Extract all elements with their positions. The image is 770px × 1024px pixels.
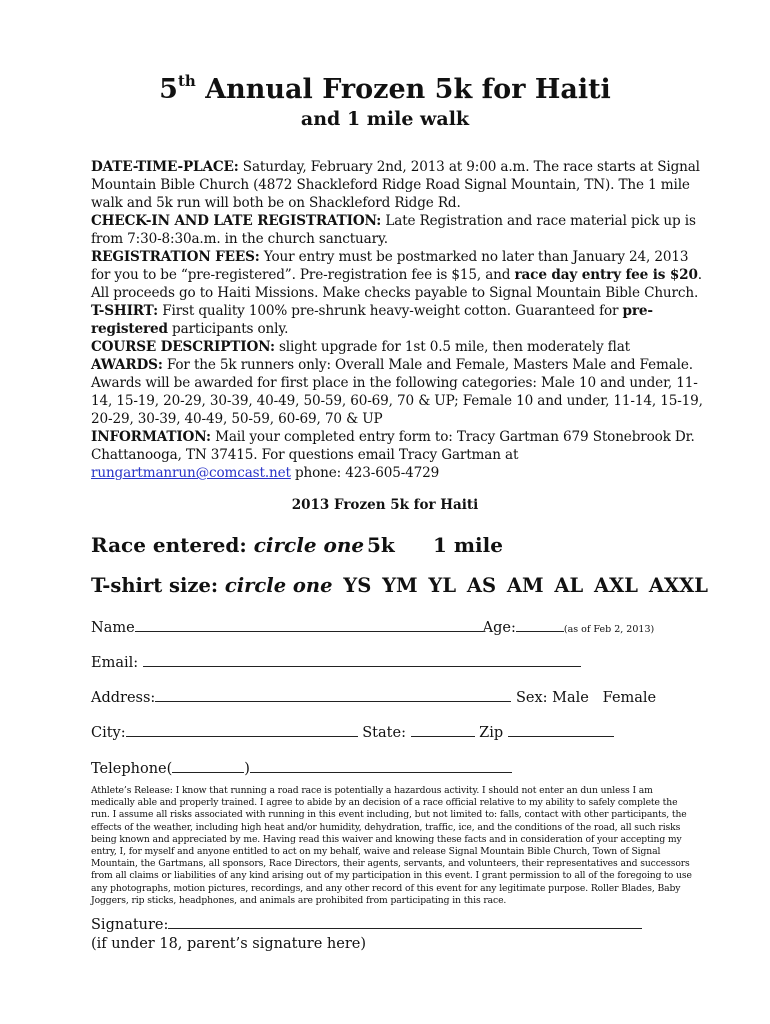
telephone-field[interactable] [250,758,512,773]
signature-block [91,914,642,954]
email-link[interactable]: rungartmanrun@comcast.net [91,465,291,481]
sex-male-option[interactable]: Sex: Male [515,690,589,706]
checkin-info: CHECK-IN AND LATE REGISTRATION: Late Registration and race material pick up is from 7:30-8:30a.m. in the church sanctuary. [91,213,696,247]
name-field[interactable] [135,617,483,632]
race-info [91,158,705,482]
address-field[interactable] [155,687,511,702]
area-code-field[interactable] [172,758,244,773]
page-title [0,74,770,105]
sex-female-option[interactable]: Female [602,690,657,706]
zip-field[interactable] [508,722,614,737]
size-am[interactable]: AM [506,574,544,597]
signature-field[interactable] [168,914,642,929]
title-ordinal: th [177,72,196,90]
email-field[interactable] [143,652,581,667]
address-row: Address: Sex: Male Female [91,687,656,706]
registration-fees: REGISTRATION FEES: Your entry must be postmarked no later than January 24, 2013 for you to be “pre-registered”. Pre-registration fee is $15, and race day entry fee is $20. All proceeds go to Haiti Missions. Make checks payable to Signal Mountain Bible Church. [91,249,702,301]
race-option-1-mile[interactable]: 1 mile [433,533,503,557]
name-row: Name Age: (as of Feb 2, 2013) [91,617,654,636]
size-axxl[interactable]: AXXL [648,574,708,597]
size-al[interactable]: AL [554,574,584,597]
city-row: City: State: Zip [91,722,614,741]
race-entered-row: Race entered: circle one 5k 1 mile [91,533,503,557]
date-time-place: DATE-TIME-PLACE: Saturday, February 2nd, 2013 at 9:00 a.m. The race starts at Signal Mountain Bible Church (4872 Shackleford Ridge Road Signal Mountain, TN). The 1 mile walk and 5k run will both be on Shackleford Ridge Rd. [91,159,700,211]
tshirt-info: T-SHIRT: First quality 100% pre-shrunk heavy-weight cotton. Guaranteed for pre-registered participants only. [91,303,653,337]
page-subtitle: and 1 mile walk [300,108,470,130]
signature-note: (if under 18, parent’s signature here) [91,936,367,952]
form-title: 2013 Frozen 5k for Haiti [291,497,479,513]
title-text: Annual Frozen 5k for Haiti [195,74,611,105]
race-option-5k[interactable]: 5k [367,533,395,557]
awards-info: AWARDS: For the 5k runners only: Overall Male and Female, Masters Male and Female. Awards will be awarded for first place in the following categories: Male 10 and under, 11-14, 15-19, 20-29, 30-39, 40-49, 50-59, 60-69, 70 & UP; Female 10 and under, 11-14, 15-19, 20-29, 30-39, 40-49, 50-59, 60-69, 70 & UP [91,357,703,427]
size-as[interactable]: AS [466,574,497,597]
title-number: 5 [159,74,178,105]
athlete-release-waiver: Athlete’s Release: I know that running a road race is potentially a hazardous activity. I should not enter an dun unless I am medically able and properly trained. I agree to abide by an decision of a race official relative to my ability to safely complete the run. I assume all risks associated with running in this event including, but not limited to: falls, contact with other participants, the effects of the weather, including high heat and/or humidity, dehydration, traffic, ice, and the conditions of the road, all such risks being known and appreciated by me. Having read this waiver and knowing these facts and in consideration of your accepting my entry, I, for myself and anyone entitled to act on my behalf, waive and release Signal Mountain Bible Church, Town of Signal Mountain, the Gartmans, all sponsors, Race Directors, their agents, servants, and volunteers, their representatives and successors from all claims or liabilities of any kind arising out of my participation in this event. I grant permission to all of the foregoing to use any photographs, motion pictures, recordings, and any other record of this event for any legitimate purpose. Roller Blades, Baby Joggers, rip sticks, headphones, and animals are prohibited from participating in this race. [91,785,692,906]
tshirt-size-row: T-shirt size: circle one YS YM YL AS AM AL AXL AXXL [91,574,708,597]
email-row: Email: [91,652,581,671]
contact-info: INFORMATION: Mail your completed entry form to: Tracy Gartman 679 Stonebrook Dr. Chattanooga, TN 37415. For questions email Tracy Gartman at rungartmanrun@comcast.net phone: 423-605-4729 [91,429,695,481]
course-description: COURSE DESCRIPTION: slight upgrade for 1st 0.5 mile, then moderately flat [91,339,630,355]
size-ym[interactable]: YM [382,574,418,597]
signature-row: Signature: [91,914,642,935]
city-field[interactable] [126,722,358,737]
size-yl[interactable]: YL [428,574,457,597]
age-field[interactable] [516,617,564,632]
size-ys[interactable]: YS [343,574,372,597]
size-axl[interactable]: AXL [594,574,639,597]
state-field[interactable] [411,722,475,737]
telephone-row: Telephone( ) [91,758,512,777]
